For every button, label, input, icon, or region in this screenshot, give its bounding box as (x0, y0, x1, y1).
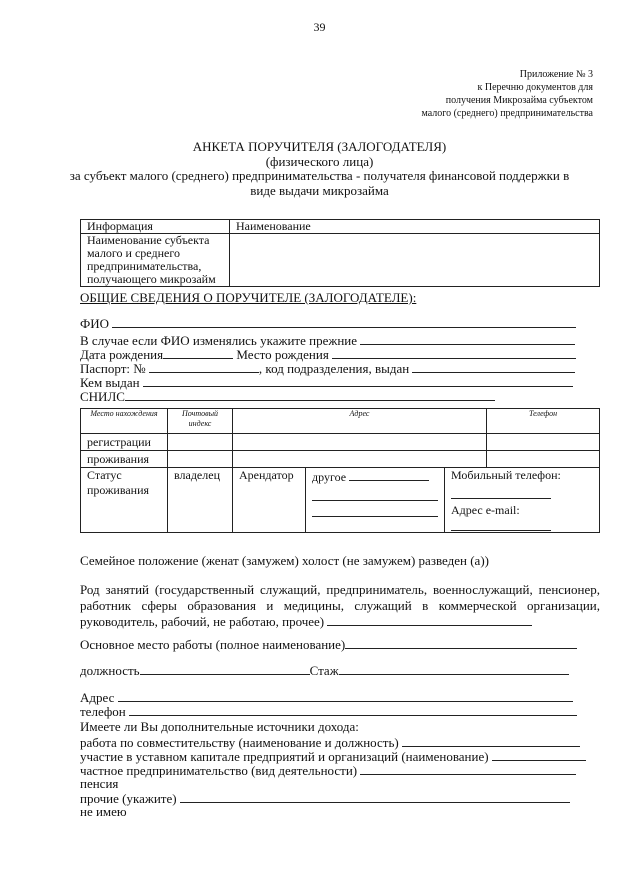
birth-place-label: Место рождения (236, 347, 329, 362)
address-col-header: Адрес (233, 409, 487, 434)
address-row-label: проживания (81, 451, 168, 468)
address-field[interactable] (233, 451, 487, 468)
work-address-field[interactable] (118, 690, 573, 702)
passport-label: Паспорт: № (80, 361, 146, 376)
birth-place-field[interactable] (332, 347, 576, 359)
form-purpose: за субъект малого (среднего) предпринимательства - получателя финансовой поддержки в (69, 168, 570, 183)
income-field[interactable] (180, 791, 570, 803)
status-label: Статус проживания (81, 468, 168, 533)
phone-field[interactable] (487, 451, 600, 468)
address-row-label: регистрации (81, 434, 168, 451)
position-field[interactable] (140, 663, 310, 675)
appendix-line: малого (среднего) предпринимательства (421, 108, 593, 119)
info-col-header: Наименование (230, 220, 600, 234)
fio-field[interactable] (112, 316, 576, 328)
phone-field[interactable] (487, 434, 600, 451)
address-table (80, 408, 600, 533)
work-phone-label: телефон (80, 704, 126, 719)
info-col-header: Информация (81, 220, 230, 234)
postal-code-field[interactable] (168, 451, 233, 468)
income-item: прочие (укажите) (80, 791, 177, 806)
other-field[interactable] (349, 468, 429, 481)
income-item: работа по совместительству (наименование и должность) (80, 735, 399, 750)
appendix-note (421, 68, 593, 120)
postal-code-field[interactable] (168, 434, 233, 451)
experience-field[interactable] (339, 663, 569, 675)
issued-by-label: Кем выдан (80, 375, 140, 390)
status-option-owner[interactable]: владелец (168, 468, 233, 533)
form-subtitle: (физического лица) (265, 154, 374, 169)
other-field[interactable] (312, 488, 438, 501)
birth-date-field[interactable] (163, 347, 233, 359)
prev-fio-label: В случае если ФИО изменялись укажите прежние (80, 333, 358, 348)
income-item: участие в уставном капитале предприятий и организаций (наименование) (80, 749, 489, 764)
company-name-field[interactable] (230, 234, 600, 287)
email-label: Адрес e-mail: (451, 503, 520, 517)
income-item: частное предпринимательство (вид деятельности) (80, 763, 358, 778)
address-field[interactable] (233, 434, 487, 451)
other-field[interactable] (312, 504, 438, 517)
marital-status: Семейное положение (женат (замужем) холост (не замужем) разведен (а)) (80, 553, 489, 568)
form-purpose-cont: виде выдачи микрозайма (250, 183, 389, 198)
appendix-line: Приложение № 3 (519, 69, 593, 80)
issued-by-field[interactable] (143, 375, 573, 387)
income-field[interactable] (402, 735, 580, 747)
appendix-line: получения Микрозайма субъектом (445, 95, 593, 106)
occupation-field[interactable] (327, 614, 532, 626)
dept-code-label: , код подразделения, выдан (258, 361, 410, 376)
income-item: не имею (80, 804, 127, 819)
address-col-header: Телефон (487, 409, 600, 434)
income-item: пенсия (80, 776, 119, 791)
snils-label: СНИЛС (80, 389, 125, 404)
work-phone-field[interactable] (129, 704, 577, 716)
income-question: Имеете ли Вы дополнительные источники дохода: (80, 719, 359, 734)
position-label: должность (80, 663, 140, 678)
info-table (80, 219, 600, 287)
main-work-label: Основное место работы (полное наименование) (80, 637, 346, 652)
occupation-text: Род занятий (государственный служащий, предприниматель, военнослужащий, пенсионер, работник сферы образования и медицины, служащий в коммерческой организации, руководитель, рабочий, не работаю, прочее) (80, 582, 600, 629)
section-heading: ОБЩИЕ СВЕДЕНИЯ О ПОРУЧИТЕЛЕ (ЗАЛОГОДАТЕЛЕ): (80, 290, 417, 305)
info-row-label: Наименование субъекта малого и среднего предпринимательства, получающего микрозайм (81, 234, 230, 287)
birth-date-label: Дата рождения (80, 347, 164, 362)
mobile-label: Мобильный телефон: (451, 468, 561, 482)
work-address-label: Адрес (80, 690, 115, 705)
main-work-field[interactable] (345, 637, 577, 649)
status-option-other-label: другое (312, 470, 347, 484)
status-option-other[interactable] (306, 468, 445, 533)
fio-label: ФИО (80, 316, 110, 331)
address-col-header: Место нахождения (81, 409, 168, 434)
status-option-tenant[interactable]: Арендатор (233, 468, 306, 533)
income-field[interactable] (360, 763, 576, 775)
occupation (80, 582, 600, 630)
income-field[interactable] (492, 749, 586, 761)
passport-number-field[interactable] (149, 361, 259, 373)
snils-field[interactable] (125, 389, 495, 401)
form-title: АНКЕТА ПОРУЧИТЕЛЯ (ЗАЛОГОДАТЕЛЯ) (192, 139, 447, 154)
prev-fio-field[interactable] (360, 333, 575, 345)
experience-label: Стаж (309, 663, 339, 678)
issued-by-inline-field[interactable] (412, 361, 575, 373)
address-col-header: Почтовый индекс (168, 409, 233, 434)
contact-cell (445, 468, 600, 533)
mobile-field[interactable] (451, 486, 551, 499)
email-field[interactable] (451, 518, 551, 531)
appendix-line: к Перечню документов для (477, 82, 593, 93)
page-number: 39 (313, 20, 326, 34)
